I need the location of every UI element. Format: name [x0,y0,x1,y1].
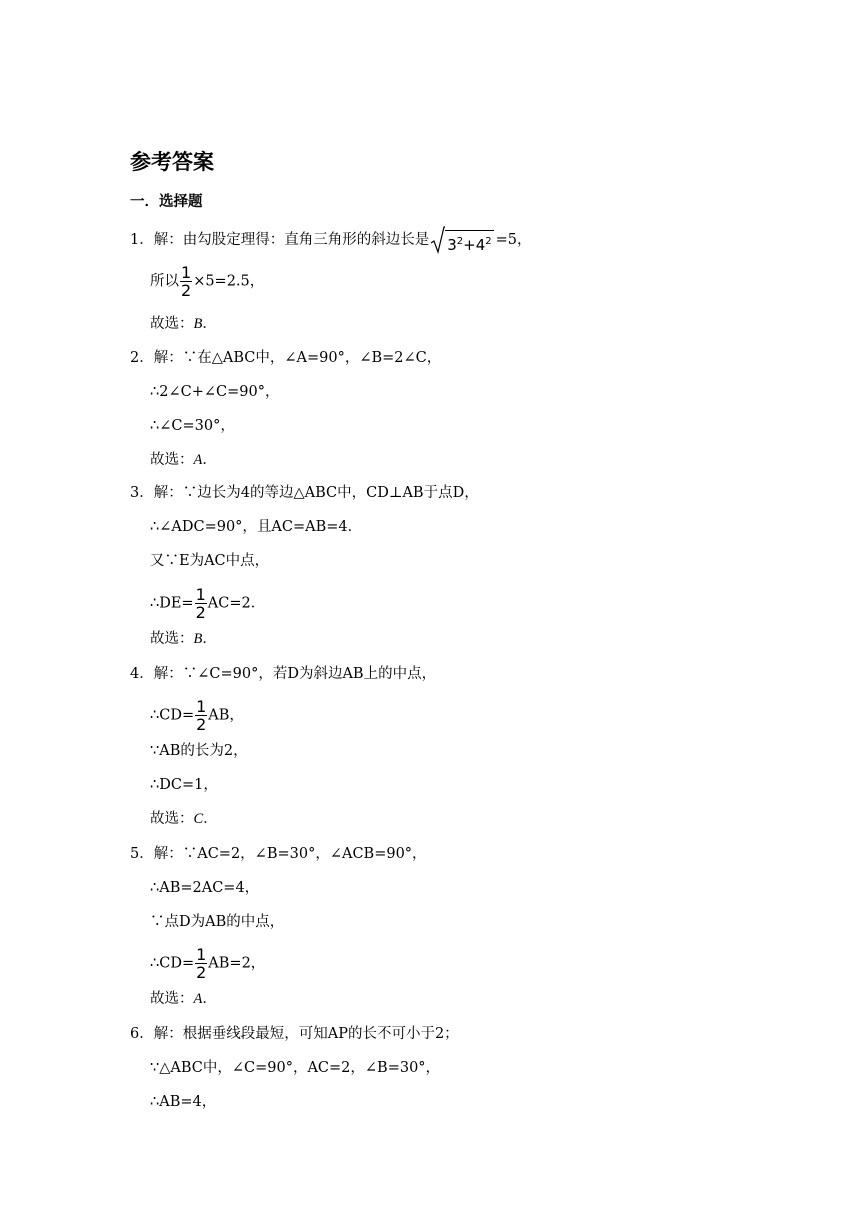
q1-sqrt-plus: + [463,236,476,254]
q2-text-1: 解：∵在△ABC中，∠A=90°，∠B=2∠C， [153,350,442,366]
q5-answer [150,989,217,1009]
q4-line-1 [130,664,436,684]
q5-frac-den: 2 [196,963,207,982]
q1-text-1: 解：由勾股定理得：直角三角形的斜边长是 [153,232,430,248]
q6-line-2: ∵△ABC中，∠C=90°，AC=2，∠B=30°， [150,1060,441,1076]
q1-fraction [180,264,192,299]
q1-text-2-head: 所以 [150,273,179,290]
q5-fraction [195,946,207,981]
page-title: 参考答案 [130,150,214,174]
q5-number: 5． [130,846,154,862]
q2-answer-letter: A [193,452,203,468]
q4-frac-den: 2 [196,715,207,734]
q4-line-3: ∵AB的长为2， [150,743,248,759]
q2-number: 2． [130,350,154,366]
q2-line-2: ∴2∠C+∠C=90°， [150,384,280,400]
q1-answer-letter: B [193,316,203,332]
q2-answer-end: ． [202,452,217,468]
q3-line-1 [130,483,479,503]
q2-answer-label: 故选： [150,452,194,468]
q3-text-4-tail: AC=2． [207,595,266,612]
section-heading: 一．选择题 [130,194,203,210]
q5-line-4 [150,946,265,981]
q6-line-3: ∴AB=4， [150,1094,217,1110]
q5-text-4-tail: AB=2， [208,955,266,972]
q1-answer-end: ． [202,316,217,332]
q4-line-4: ∴DC=1， [150,777,218,793]
q3-answer-end: ． [202,631,217,647]
q1-sqrt-b-exp: 2 [485,236,492,247]
q3-text-4-head: ∴DE= [150,595,194,612]
q1-sqrt [431,226,493,254]
q5-line-3: ∵点D为AB的中点， [150,914,285,930]
q2-line-1 [130,348,441,368]
q4-line-2 [150,698,244,733]
q3-line-3: 又∵E为AC中点， [150,553,270,569]
q1-answer [150,314,217,334]
q5-answer-label: 故选： [150,991,194,1007]
q3-answer-label: 故选： [150,631,194,647]
q5-text-4-head: ∴CD= [150,955,195,972]
q4-number: 4． [130,666,154,682]
q4-text-2-tail: AB， [208,707,244,724]
q5-line-1 [130,844,427,864]
q1-sqrt-a: 3 [447,236,457,254]
q1-text-1-tail: =5， [495,232,532,248]
q3-frac-num: 1 [195,585,206,604]
q3-line-2: ∴∠ADC=90°，且AC=AB=4． [150,519,363,535]
q6-line-1 [130,1024,459,1044]
q5-answer-letter: A [193,991,203,1007]
q1-line-1 [130,226,532,254]
q3-line-4 [150,586,265,621]
q4-answer [150,809,218,829]
q4-fraction [195,698,207,733]
q5-answer-end: ． [202,991,217,1007]
q1-answer-label: 故选： [150,316,194,332]
q3-number: 3． [130,485,154,501]
q3-text-1: 解：∵边长为4的等边△ABC中，CD⊥AB于点D， [153,485,479,501]
q4-text-2-head: ∴CD= [150,707,195,724]
q1-frac-num: 1 [181,263,192,282]
q1-text-2-tail: ×5=2.5， [193,273,265,290]
q1-sqrt-a-exp: 2 [456,236,464,247]
q5-text-1: 解：∵AC=2，∠B=30°，∠ACB=90°， [153,846,427,862]
q6-number: 6． [130,1026,154,1042]
q3-answer [150,629,217,649]
q1-frac-den: 2 [181,281,192,300]
q5-line-2: ∴AB=2AC=4， [150,880,260,896]
q4-text-1: 解：∵∠C=90°，若D为斜边AB上的中点， [153,666,437,682]
q1-sqrt-b: 4 [475,236,486,254]
q2-answer [150,450,217,470]
q4-frac-num: 1 [196,697,207,716]
q4-answer-letter: C [193,811,204,827]
q1-number: 1． [130,232,154,248]
q4-answer-end: ． [203,811,218,827]
q3-frac-den: 2 [195,603,206,622]
q3-answer-letter: B [193,631,203,647]
q3-fraction [195,586,207,621]
q1-line-2 [150,264,264,299]
q6-text-1: 解：根据垂线段最短，可知AP的长不可小于2； [153,1026,459,1042]
q2-line-3: ∴∠C=30°， [150,418,235,434]
q4-answer-label: 故选： [150,811,194,827]
q5-frac-num: 1 [196,945,207,964]
